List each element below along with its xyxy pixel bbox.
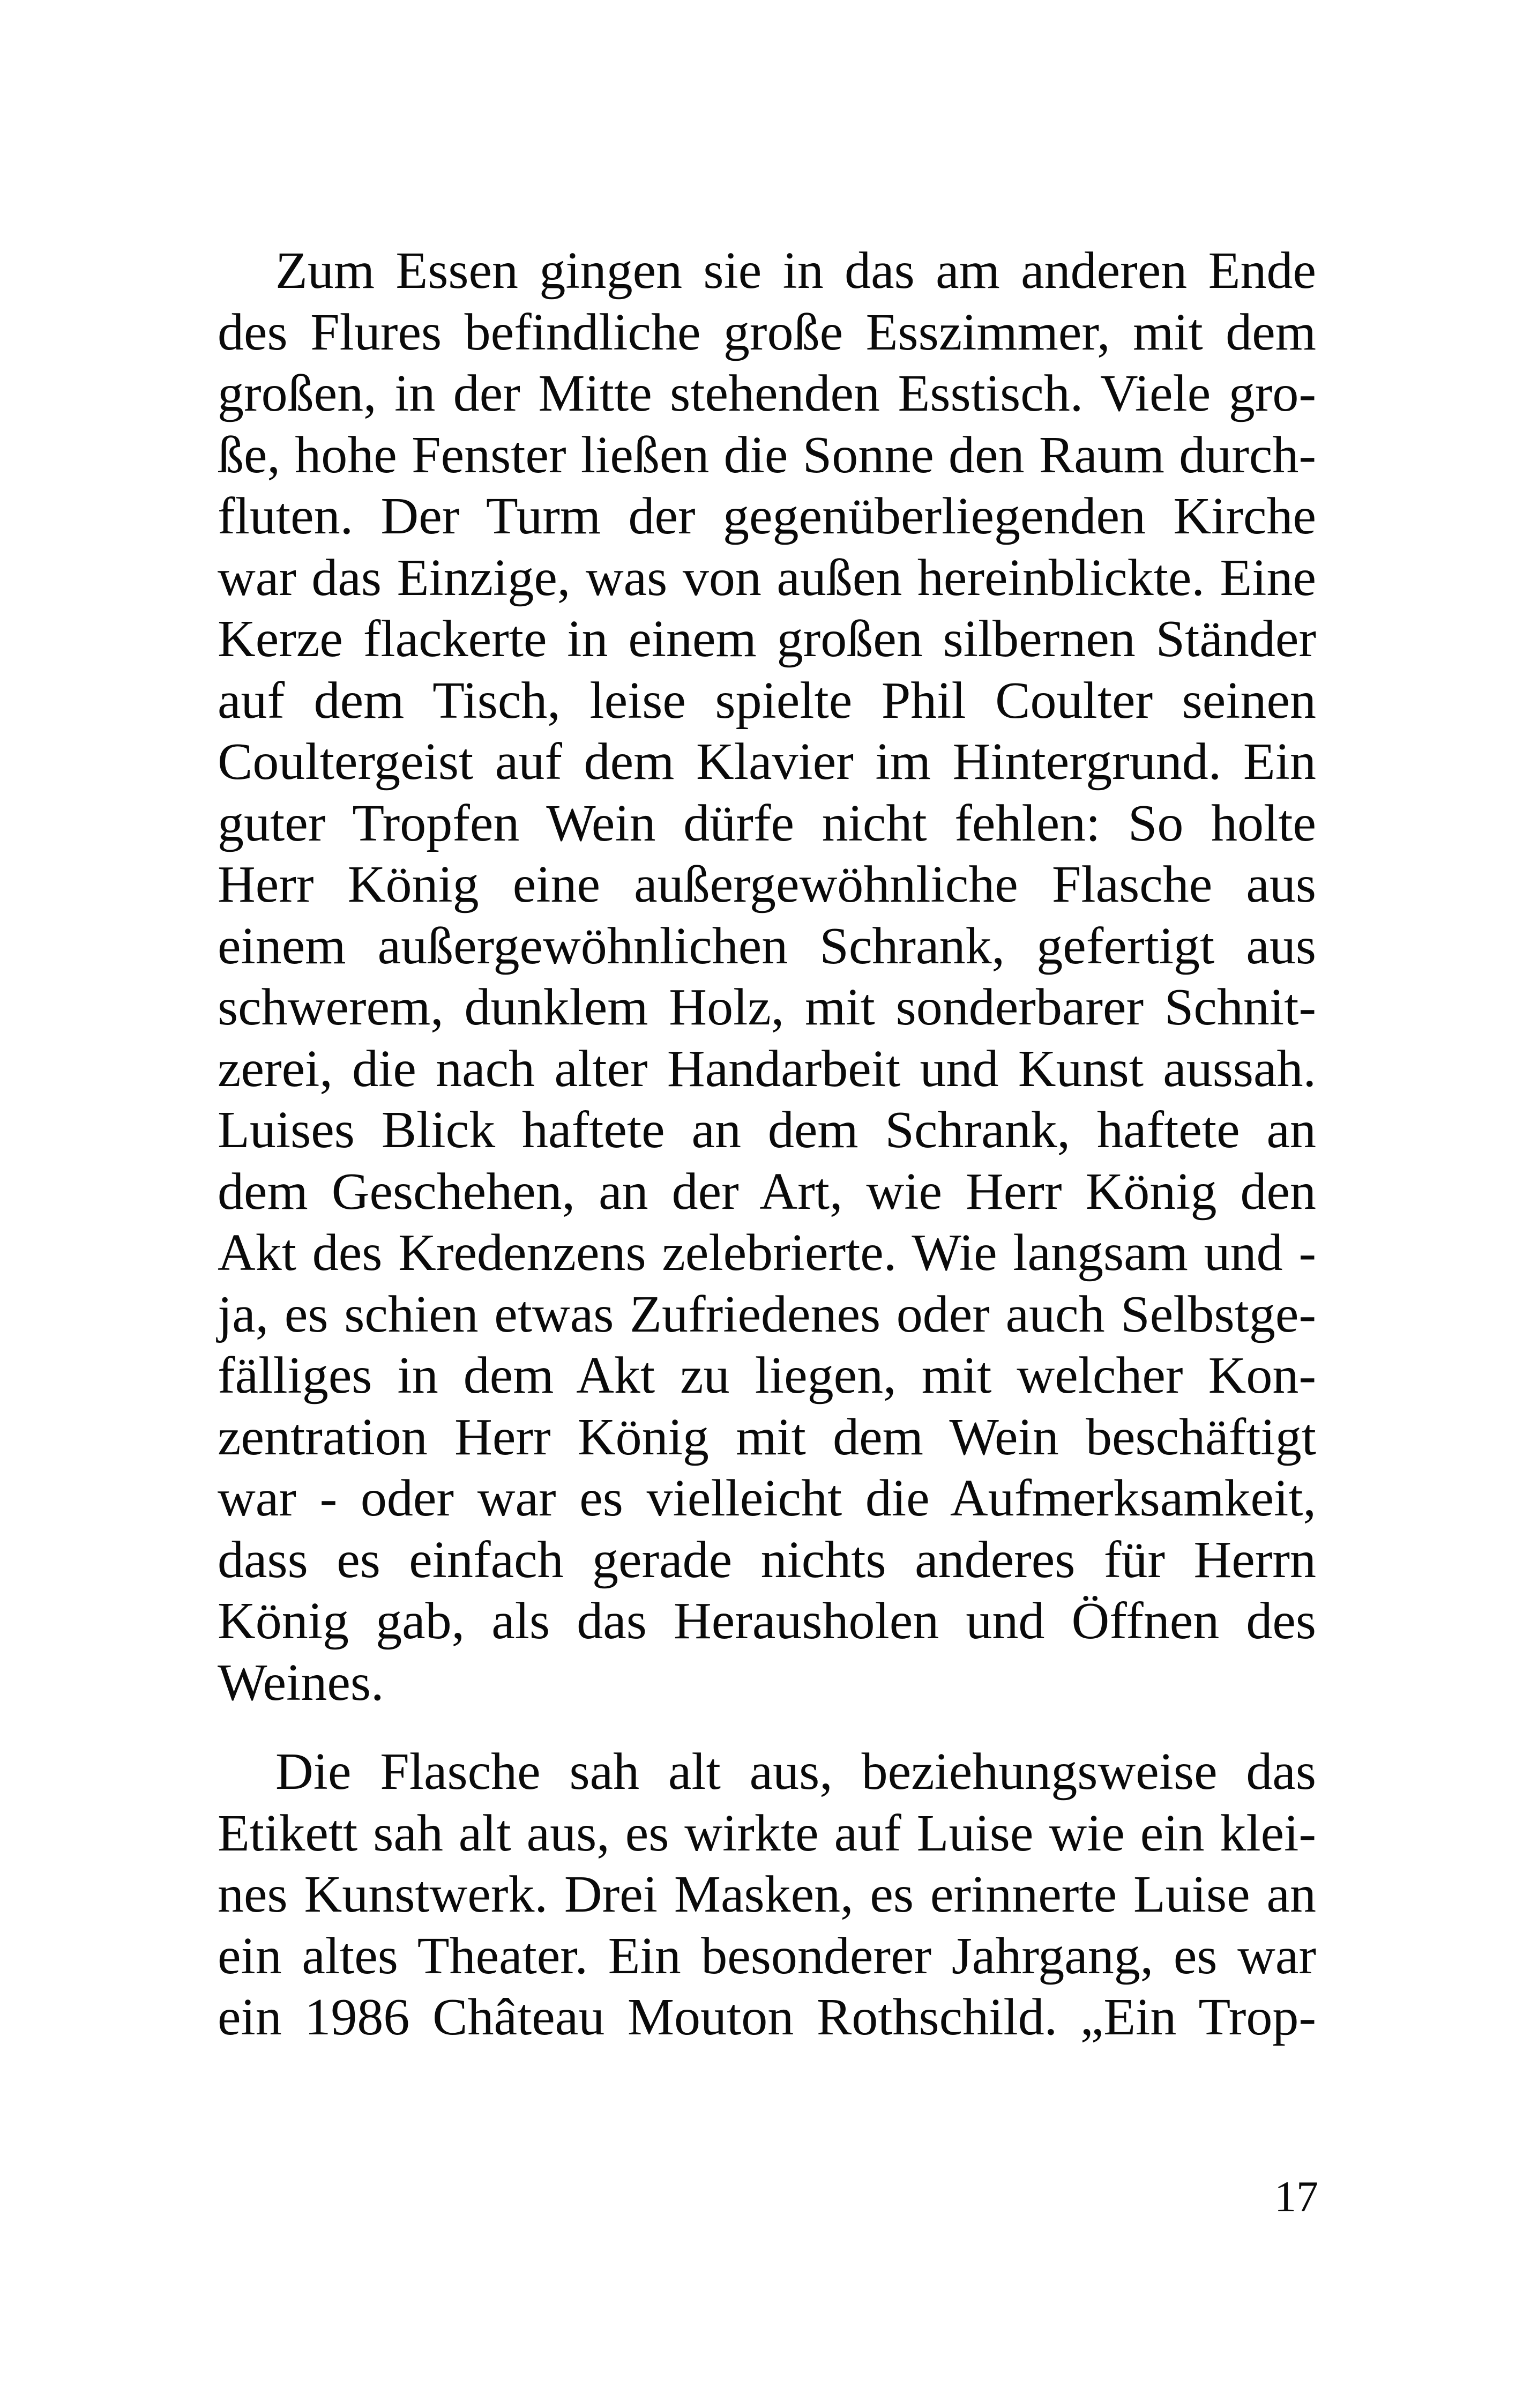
text-line: fluten. Der Turm der gegenüberliegenden Kirche [218, 487, 1316, 545]
text-line: guter Tropfen Wein dürfe nicht fehlen: So holte [218, 794, 1316, 852]
text-line: war das Einzige, was von außen hereinblickte. Eine [218, 548, 1316, 607]
text-line: zerei, die nach alter Handarbeit und Kunst aussah. [218, 1039, 1316, 1098]
page-number: 17 [1274, 2172, 1318, 2221]
text-line: Die Flasche sah alt aus, beziehungsweise das [275, 1743, 1316, 1801]
text-line: schwerem, dunklem Holz, mit sonderbarer Schnit- [218, 978, 1316, 1036]
text-line: fälliges in dem Akt zu liegen, mit welcher Kon- [218, 1347, 1316, 1404]
text-line: dem Geschehen, an der Art, wie Herr König den [218, 1162, 1316, 1221]
paragraph-gap [218, 1713, 1316, 1741]
text-line: zentration Herr König mit dem Wein beschäftigt [218, 1408, 1316, 1466]
text-line: des Flures befindliche große Esszimmer, mit dem [218, 303, 1316, 361]
text-line: Luises Blick haftete an dem Schrank, haftete an [218, 1101, 1316, 1159]
text-line: Etikett sah alt aus, es wirkte auf Luise wie ein klei- [218, 1804, 1316, 1862]
text-line: Herr König eine außergewöhnliche Flasche aus [218, 856, 1316, 913]
text-line: nes Kunstwerk. Drei Masken, es erinnerte Luise an [218, 1866, 1316, 1923]
text-line: einem außergewöhnlichen Schrank, gefertigt aus [218, 917, 1316, 975]
paragraph [218, 1741, 1316, 2048]
text-line: ße, hohe Fenster ließen die Sonne den Raum durch- [218, 426, 1316, 484]
text-line: auf dem Tisch, leise spielte Phil Coulter seinen [218, 671, 1316, 730]
text-line: war - oder war es vielleicht die Aufmerksamkeit, [218, 1469, 1316, 1527]
text-line: ein altes Theater. Ein besonderer Jahrgang, es war [218, 1927, 1316, 1985]
text-line: ein 1986 Château Mouton Rothschild. „Ein Trop- [218, 1988, 1316, 2046]
text-line: großen, in der Mitte stehenden Esstisch. Viele gro- [218, 365, 1316, 422]
paragraph [218, 240, 1316, 1713]
body-text [218, 240, 1316, 2048]
text-line: Kerze flackerte in einem großen silbernen Ständer [218, 610, 1316, 668]
text-line: Weines. [218, 1653, 384, 1712]
text-line: dass es einfach gerade nichts anderes für Herrn [218, 1530, 1316, 1589]
text-line: Zum Essen gingen sie in das am anderen Ende [275, 242, 1316, 300]
text-line: Coultergeist auf dem Klavier im Hintergrund. Ein [218, 733, 1316, 791]
text-line: ja, es schien etwas Zufriedenes oder auch Selbstge- [218, 1285, 1316, 1343]
text-line: Akt des Kredenzens zelebrierte. Wie langsam und - [218, 1224, 1316, 1282]
text-line: König gab, als das Herausholen und Öffnen des [218, 1592, 1316, 1650]
